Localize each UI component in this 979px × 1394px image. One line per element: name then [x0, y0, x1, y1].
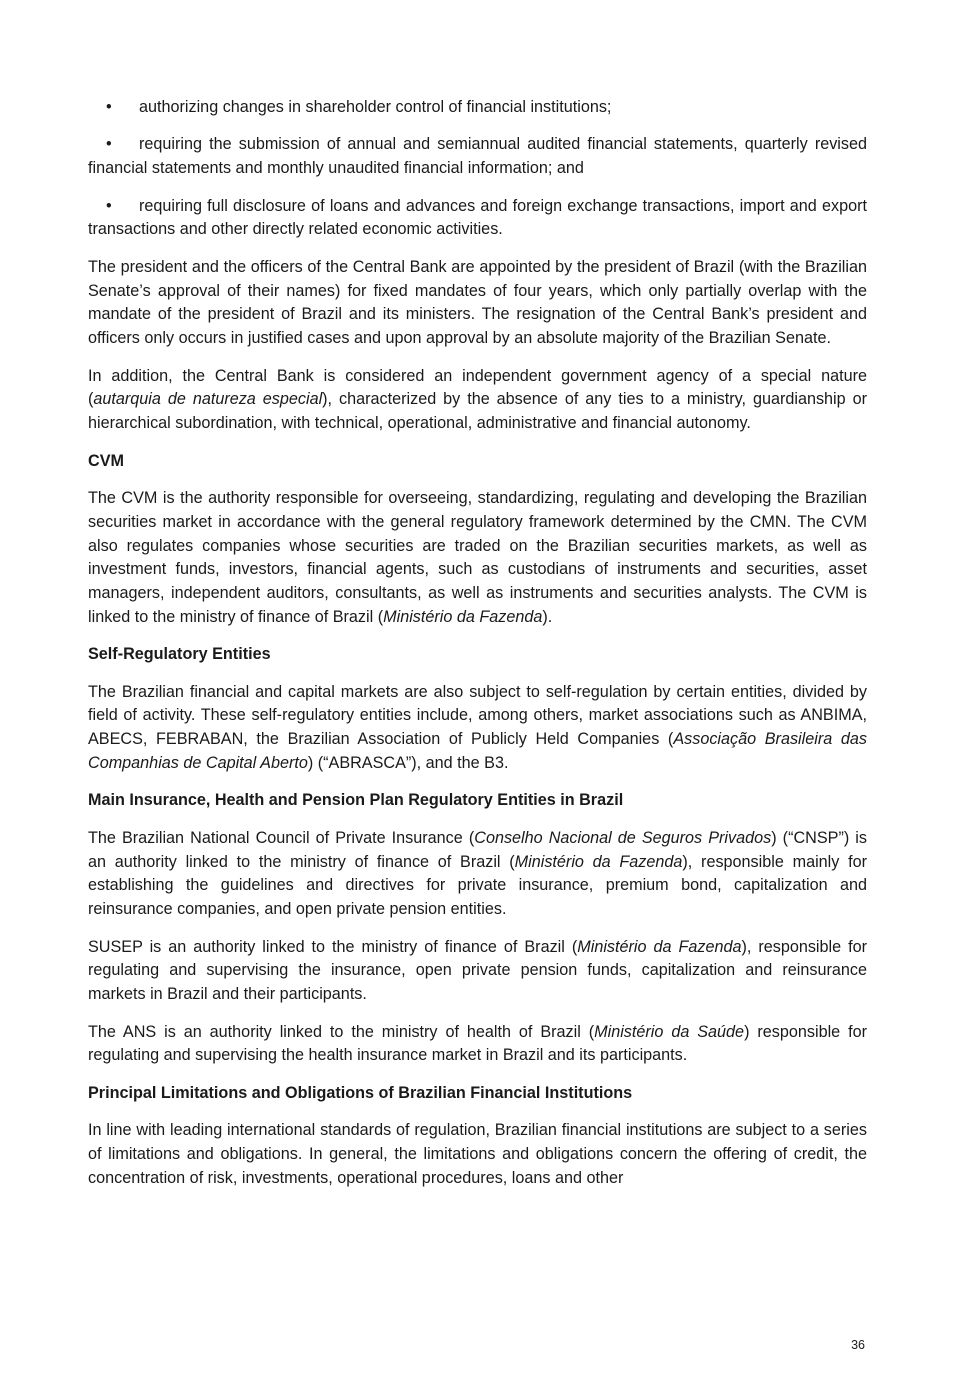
bullet-icon: •	[106, 135, 112, 154]
central-bank-autonomy-paragraph: In addition, the Central Bank is considered an independent government agency of a special nature (autarquia de natureza especial), characterized by the absence of any ties to a ministry, guardianship or hierarchical subordination, with technical, operational, administrative and financial autonomy.	[88, 366, 867, 433]
bullet-text: requiring the submission of annual and semiannual audited financial statements, quarterly revised financial statements and monthly unaudited financial information; and	[88, 135, 867, 178]
bullet-icon: •	[106, 98, 112, 116]
limitations-heading: Principal Limitations and Obligations of Brazilian Financial Institutions	[88, 1083, 633, 1102]
insurance-heading: Main Insurance, Health and Pension Plan Regulatory Entities in Brazil	[88, 791, 624, 810]
document-page	[88, 96, 867, 1204]
cvm-heading: CVM	[88, 451, 124, 470]
bullet-text: authorizing changes in shareholder control of financial institutions;	[139, 98, 612, 116]
self-regulatory-paragraph: The Brazilian financial and capital markets are also subject to self-regulation by certain entities, divided by field of activity. These self-regulatory entities include, among others, market associations such as ANBIMA, ABECS, FEBRABAN, the Brazilian Association of Publicly Held Companies (Associação Brasileira das Companhias de Capital Aberto) (“ABRASCA”), and the B3.	[88, 682, 867, 773]
bullet-item	[88, 195, 867, 243]
cnsp-paragraph: The Brazilian National Council of Private Insurance (Conselho Nacional de Seguros Privados) (“CNSP”) is an authority linked to the ministry of finance of Brazil (Ministério da Fazenda), responsible mainly for establishing the guidelines and directives for private insurance, premium bond, capitalization and reinsurance companies, and open private pension entities.	[88, 828, 867, 919]
ans-paragraph: The ANS is an authority linked to the ministry of health of Brazil (Ministério da Saúde) responsible for regulating and supervising the health insurance market in Brazil and its participants.	[88, 1022, 867, 1065]
bullet-text: requiring full disclosure of loans and advances and foreign exchange transactions, import and export transactions and other directly related economic activities.	[88, 196, 867, 239]
cvm-paragraph: The CVM is the authority responsible for overseeing, standardizing, regulating and developing the Brazilian securities market in accordance with the general regulatory framework determined by the CMN. The CVM also regulates companies whose securities are traded on the Brazilian securities markets, as well as investment funds, investors, financial agents, such as custodians of instruments and securities, asset managers, independent auditors, consultants, as well as instruments and securities analysts. The CVM is linked to the ministry of finance of Brazil (Ministério da Fazenda).	[88, 488, 867, 626]
self-regulatory-heading: Self-Regulatory Entities	[88, 645, 271, 664]
limitations-paragraph: In line with leading international standards of regulation, Brazilian financial institutions are subject to a series of limitations and obligations. In general, the limitations and obligations concern the offering of credit, the concentration of risk, investments, operational procedures, loans and other	[88, 1121, 867, 1187]
bullet-item	[88, 133, 867, 181]
bullet-item	[88, 96, 867, 120]
page-number: 36	[851, 1338, 865, 1352]
susep-paragraph: SUSEP is an authority linked to the ministry of finance of Brazil (Ministério da Fazenda), responsible for regulating and supervising the insurance, open private pension funds, capitalization and reinsurance markets in Brazil and their participants.	[88, 937, 867, 1004]
bullet-icon: •	[106, 196, 112, 215]
central-bank-appointment-paragraph: The president and the officers of the Central Bank are appointed by the president of Brazil (with the Brazilian Senate’s approval of their names) for fixed mandates of four years, which only partially overlap with the mandate of the president of Brazil and its ministers. The resignation of the Central Bank’s president and officers only occurs in justified cases and upon approval by an absolute majority of the Brazilian Senate.	[88, 257, 867, 348]
